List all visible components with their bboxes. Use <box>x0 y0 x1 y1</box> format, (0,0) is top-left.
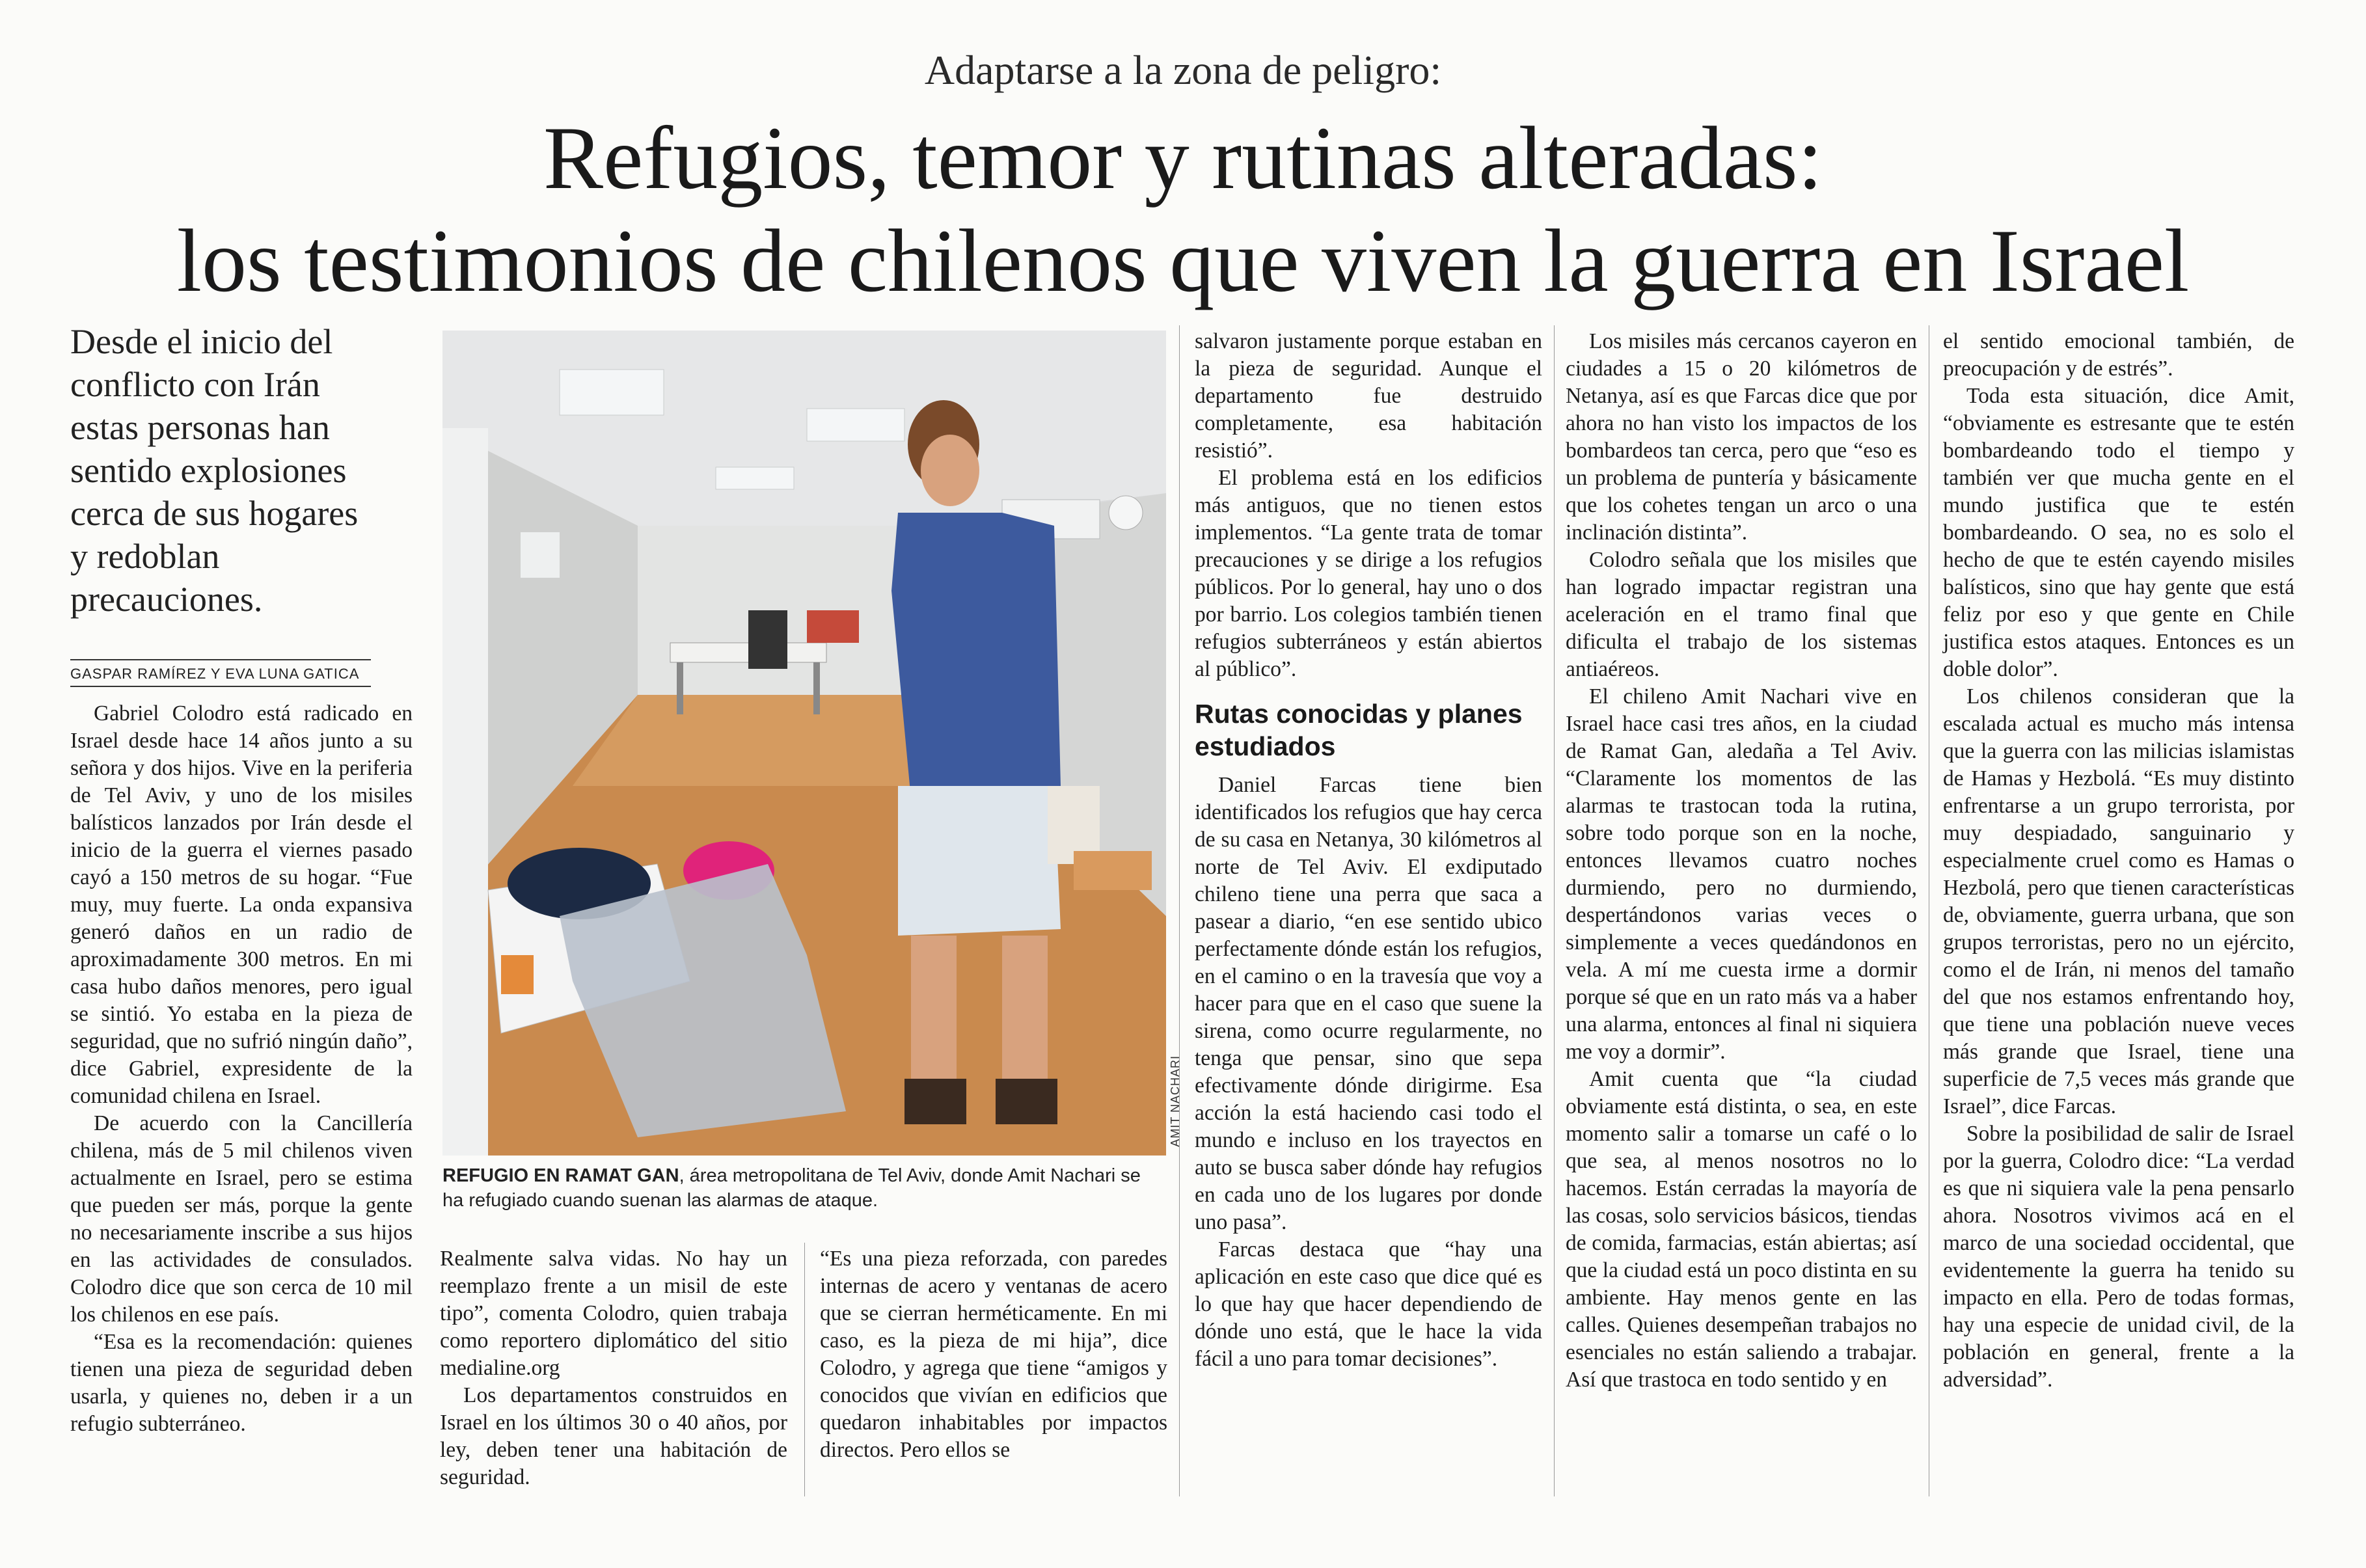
column-1 <box>70 700 413 1438</box>
column-3 <box>440 1245 787 1491</box>
paragraph: Los departamentos construidos en Israel en los últimos 30 o 40 años, por ley, deben tener una habitación de seguridad. <box>440 1383 787 1489</box>
column-6 <box>1566 328 1917 1394</box>
lede: Desde el inicio del conflicto con Irán estas personas han sentido explosiones cerca de sus hogares y redoblan precauciones. <box>70 322 359 619</box>
byline: GASPAR RAMÍREZ Y EVA LUNA GATICA <box>70 659 371 683</box>
column-7 <box>1943 328 2294 1394</box>
column-5 <box>1195 328 1542 1373</box>
paragraph: “Esa es la recomendación: quienes tienen una pieza de seguridad deben usarla, y quienes no, deben ir a un refugio subterráneo. <box>70 1330 413 1436</box>
paragraph: Daniel Farcas tiene bien identificados los refugios que hay cerca de su casa en Netanya, 30 kilómetros al norte de Tel Aviv. El exdiputado chileno tiene una perra que saca a pasear a diario, “en ese sentido ubico perfectamente dónde están los refugios, en el camino o en la travesía que voy a hacer para que en el caso que suene la sirena, como ocurre regularmente, no tenga que pensar, sino que sepa efectivamente dónde dirigirme. Esa acción la está haciendo casi todo el mundo e incluso en los trayectos en auto se busca saber dónde hay refugios en cada uno de los lugares por donde uno pasa”. <box>1195 773 1542 1234</box>
paragraph: Los misiles más cercanos cayeron en ciudades a 15 o 20 kilómetros de Netanya, así es que Farcas dice que por ahora no han visto los impactos de los bombardeos tan cerca, pero que “eso es un problema de puntería y básicamente que los cohetes tengan un arco o una inclinación distinta”. <box>1566 329 1917 545</box>
photo-illustration <box>442 331 1166 1156</box>
paragraph: El problema está en los edificios más antiguos, que no tienen estos implementos. “La gente trata de tomar precauciones y se dirige a los refugios públicos. Por lo general, hay uno o dos por barrio. Los colegios también tienen refugios subterráneos y están abiertos al público”. <box>1195 466 1542 681</box>
paragraph: Gabriel Colodro está radicado en Israel desde hace 14 años junto a su señora y dos hijos. Vive en la periferia de Tel Aviv, y uno de los misiles balísticos lanzados por Irán desde el inicio de la guerra el viernes pasado cayó a 150 metros de su hogar. “Fue muy, muy fuerte. La onda expansiva generó daños en un radio de aproximadamente 300 metros. En mi casa hubo daños menores, pero igual se sintió. Yo estaba en la pieza de seguridad, que no sufrió ningún daño”, dice Gabriel, expresidente de la comunidad chilena en Israel. <box>70 701 413 1108</box>
paragraph: Realmente salva vidas. No hay un reemplazo frente a un misil de este tipo”, comenta Colodro, quien trabaja como reportero diplomático del sitio medialine.org <box>440 1247 787 1380</box>
paragraph: De acuerdo con la Cancillería chilena, más de 5 mil chilenos viven actualmente en Israel, pero se estima que pueden ser más, porque la gente no necesariamente inscribe a sus hijos en las actividades de consulados. Colodro dice que son cerca de 10 mil los chilenos en ese país. <box>70 1111 413 1327</box>
kicker: Adaptarse a la zona de peligro: <box>924 47 1442 93</box>
paragraph: Toda esta situación, dice Amit, “obviamente es estresante que te estén bombardeando todo el tiempo y también ver que mucha gente en el mundo justifica que te estén bombardeando. O sea, no es solo el hecho de que te estén cayendo misiles balísticos, sino que hay gente que está feliz por eso y que gente en Chile justifica estos ataques. Entonces es un doble dolor”. <box>1943 384 2294 681</box>
column-rule <box>1554 325 1555 1496</box>
paragraph: Sobre la posibilidad de salir de Israel por la guerra, Colodro dice: “La verdad es que ni siquiera vale la pena pensarlo ahora. Nosotros vivimos acá en el marco de una sociedad occidental, que evidentemente la guerra ha tenido su impacto en ella. Pero de todas formas, hay una especie de unidad civil, de la población en general, frente a la adversidad”. <box>1943 1122 2294 1392</box>
photo-credit: AMIT NACHARI <box>1169 1055 1182 1147</box>
column-rule <box>1179 325 1180 1496</box>
caption-text: , área metropolitana de Tel Aviv, donde Amit Nachari se ha refugiado cuando suenan las alarmas de ataque. <box>442 1165 1141 1211</box>
column-rule <box>804 1243 805 1496</box>
paragraph: Farcas destaca que “hay una aplicación en este caso que dice qué es lo que hay que hacer dependiendo de dónde uno está, que le hace la vida fácil a uno para tomar decisiones”. <box>1195 1237 1542 1371</box>
byline-rule <box>70 686 371 687</box>
paragraph: Los chilenos consideran que la escalada actual es mucho más intensa que la guerra con las milicias islamistas de Hamas y Hezbolá. “Es muy distinto enfrentarse a un grupo terrorista, por muy despiadado, sanguinario y especialmente cruel como es Hamas o Hezbolá, pero que tienen características de, obviamente, guerra urbana, que son grupos terroristas, pero no un ejército, como el de Irán, ni menos del tamaño del que nos estamos enfrentando hoy, que tiene una población nueve veces más grande que Israel, tiene una superficie de 7,5 veces más grande que Israel”, dice Farcas. <box>1943 684 2294 1118</box>
column-4 <box>820 1245 1167 1464</box>
paragraph: el sentido emocional también, de preocupación y de estrés”. <box>1943 329 2294 381</box>
subheading: Rutas conocidas y planes estudiados <box>1195 699 1523 761</box>
headline-line-1: Refugios, temor y rutinas alteradas: <box>543 108 1823 208</box>
caption-bold: REFUGIO EN RAMAT GAN <box>442 1165 679 1186</box>
photo-shelter-room <box>442 331 1166 1156</box>
paragraph: Amit cuenta que “la ciudad obviamente está distinta, o sea, en este momento salir a tomarse un café o lo que sea, al menos nosotros no lo hacemos. Están cerradas la mayoría de las cosas, solo servicios básicos, tiendas de comida, farmacias, están abiertas; así que la ciudad está un poco distinta en su ambiente. Hay menos gente en las calles. Quienes desempeñan trabajos no esenciales no están saliendo a trabajar. Así que trastoca en todo sentido y en <box>1566 1067 1917 1392</box>
photo-caption <box>442 1163 1166 1213</box>
paragraph: Colodro señala que los misiles que han logrado impactar registran una aceleración en el tramo final que dificulta el trabajo de los sistemas antiaéreos. <box>1566 548 1917 681</box>
paragraph: “Es una pieza reforzada, con paredes internas de acero y ventanas de acero que se cierran herméticamente. En mi caso, es la pieza de mi hija”, dice Colodro, y agrega que tiene “amigos y conocidos que vivían en edificios que quedaron inhabitables por impactos directos. Pero ellos se <box>820 1247 1167 1462</box>
headline-line-2: los testimonios de chilenos que viven la guerra en Israel <box>176 211 2190 310</box>
paragraph: salvaron justamente porque estaban en la pieza de seguridad. Aunque el departamento fue destruido completamente, esa habitación resistió”. <box>1195 329 1542 463</box>
paragraph: El chileno Amit Nachari vive en Israel hace casi tres años, en la ciudad de Ramat Gan, aledaña a Tel Aviv. “Claramente los momentos de las alarmas te trastocan toda la rutina, sobre todo porque son en la noche, entonces llevamos cuatro noches durmiendo, pero no durmiendo, despertándonos varias veces o simplemente a veces quedándonos en vela. A mí me cuesta irme a dormir porque sé que en un rato más va a haber una alarma, entonces al final ni siquiera me voy a dormir”. <box>1566 684 1917 1064</box>
